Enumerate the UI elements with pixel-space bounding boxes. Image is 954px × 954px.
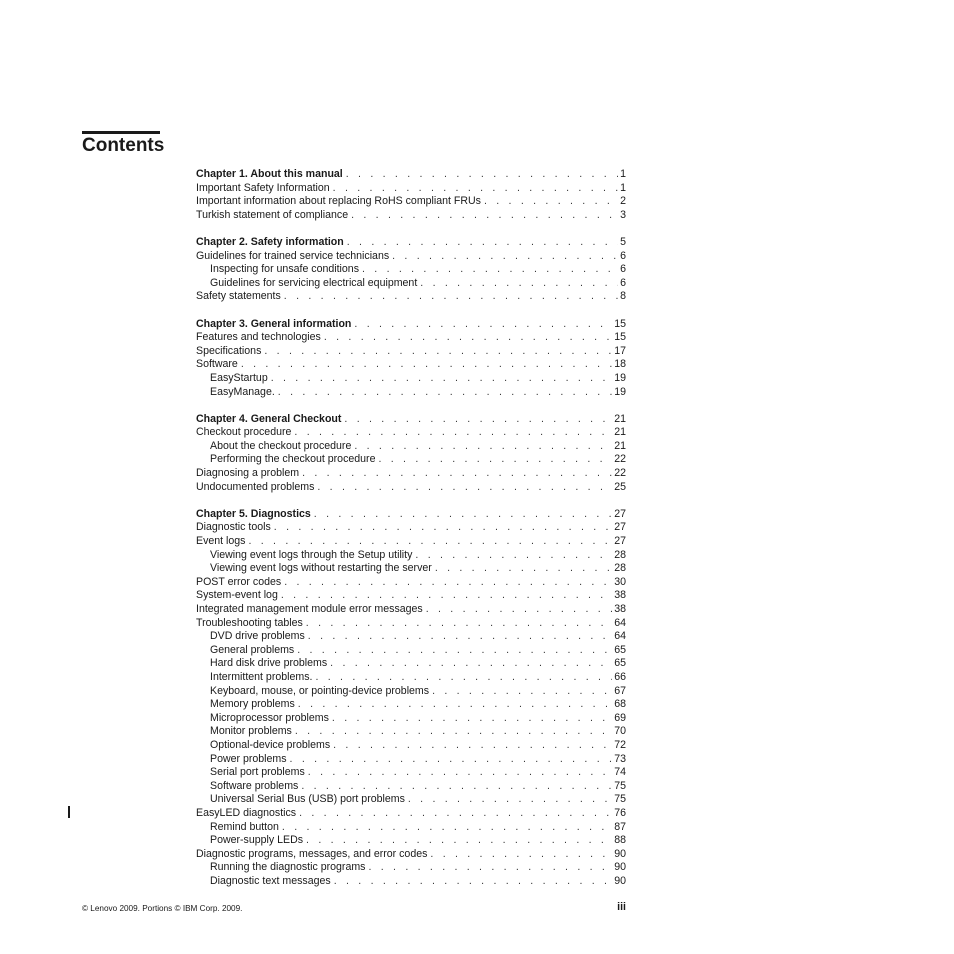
toc-entry-label: Running the diagnostic programs [210,861,366,874]
toc-entry-label: Checkout procedure [196,426,292,439]
toc-entry-label: Inspecting for unsafe conditions [210,263,359,276]
toc-entry-label: Intermittent problems. [210,670,313,683]
toc-dot-leader [302,467,612,481]
toc-entry-page: 75 [614,793,626,806]
toc-entry[interactable] [196,440,626,454]
toc-entry[interactable] [196,848,626,862]
toc-entry-label: Safety statements [196,290,281,303]
toc-entry-label: Diagnostic text messages [210,874,331,887]
toc-entry-page: 21 [614,439,626,452]
toc-dot-leader [306,617,612,631]
toc-entry-page: 75 [614,779,626,792]
toc-entry-label: Memory problems [210,698,295,711]
toc-dot-leader [333,739,612,753]
toc-entry-page: 68 [614,698,626,711]
toc-chapter-entry[interactable] [196,508,626,522]
toc-dot-leader [435,562,612,576]
toc-entry-label: Integrated management module error messages [196,603,423,615]
toc-entry[interactable] [196,725,626,739]
toc-group [196,236,626,304]
toc-entry-page: 38 [614,589,626,602]
toc-dot-leader [281,589,612,603]
toc-entry[interactable] [196,521,626,535]
toc-entry[interactable] [196,467,626,481]
toc-dot-leader [299,807,612,821]
toc-dot-leader [314,508,612,522]
toc-entry-label: Optional-device problems [210,738,331,751]
toc-entry[interactable] [196,617,626,631]
toc-entry-label: Microprocessor problems [210,711,329,724]
toc-dot-leader [271,372,612,386]
toc-entry[interactable] [196,875,626,889]
toc-dot-leader [430,848,612,862]
toc-entry[interactable] [196,671,626,685]
toc-dot-leader [290,753,613,767]
toc-dot-leader [264,345,612,359]
toc-dot-leader [301,780,612,794]
toc-chapter-entry[interactable] [196,318,626,332]
toc-group [196,168,626,222]
toc-dot-leader [351,209,618,223]
toc-entry-label: Turkish statement of compliance [196,208,349,221]
toc-entry[interactable] [196,821,626,835]
toc-entry-page: 76 [614,806,626,819]
toc-entry-page: 15 [614,317,626,330]
toc-entry-label: Chapter 2. Safety information [196,235,344,248]
toc-entry[interactable] [196,589,626,603]
toc-entry-page: 90 [614,847,626,860]
footer-page-number: iii [617,901,626,913]
toc-entry-label: Performing the checkout procedure [210,453,376,466]
toc-entry[interactable] [196,657,626,671]
toc-entry[interactable] [196,481,626,495]
toc-entry[interactable] [196,753,626,767]
toc-entry-label: Software [196,358,238,371]
toc-entry-page: 17 [614,344,626,357]
toc-entry-label: Chapter 1. About this manual [196,168,343,180]
toc-entry[interactable] [196,630,626,644]
toc-entry-page: 21 [614,426,626,439]
toc-entry-label: DVD drive problems [210,630,305,643]
toc-dot-leader [298,698,612,712]
toc-entry-label: Important information about replacing RoHS compliant FRUs [196,195,481,208]
toc-entry[interactable] [196,195,626,209]
toc-entry[interactable] [196,807,626,821]
toc-entry-page: 70 [614,725,626,738]
toc-entry-page: 88 [614,834,626,847]
toc-entry-label: Viewing event logs without restarting the server [210,562,432,575]
toc-entry-page: 21 [614,412,626,425]
toc-entry[interactable] [196,549,626,563]
toc-entry-page: 22 [614,453,626,466]
toc-entry-label: General problems [210,643,295,656]
toc-entry[interactable] [196,698,626,712]
toc-entry-page: 15 [614,331,626,344]
toc-entry-page: 27 [614,507,626,520]
toc-entry[interactable] [196,793,626,807]
toc-entry-page: 1 [620,168,626,180]
toc-entry-label: Power-supply LEDs [210,834,304,847]
toc-entry[interactable] [196,386,626,400]
toc-entry[interactable] [196,766,626,780]
footer-copyright: © Lenovo 2009. Portions © IBM Corp. 2009. [82,904,243,913]
toc-entry-page: 72 [614,738,626,751]
toc-dot-leader [362,263,618,277]
toc-entry[interactable] [196,453,626,467]
toc-entry-page: 19 [614,385,626,398]
toc-entry-page: 2 [620,195,626,208]
toc-dot-leader [294,426,612,440]
toc-entry[interactable] [196,345,626,359]
toc-entry[interactable] [196,739,626,753]
toc-entry-page: 66 [614,670,626,683]
toc-dot-leader [354,440,612,454]
toc-entry-label: About the checkout procedure [210,439,352,452]
toc-dot-leader [284,576,612,590]
toc-entry[interactable] [196,290,626,304]
toc-entry-page: 18 [614,358,626,371]
toc-entry-page: 28 [614,548,626,561]
toc-entry-label: Monitor problems [210,725,292,738]
toc-entry-page: 25 [614,480,626,493]
toc-dot-leader [241,358,612,372]
toc-entry[interactable] [196,576,626,590]
toc-entry-page: 6 [620,263,626,276]
toc-dot-leader [344,413,612,427]
toc-entry-label: Remind button [210,820,279,833]
toc-entry[interactable] [196,250,626,264]
toc-group [196,413,626,495]
toc-entry-page: 27 [614,535,626,548]
toc-dot-leader [484,195,618,209]
toc-entry-label: Undocumented problems [196,480,315,493]
toc-entry-label: System-event log [196,589,278,602]
toc-entry-page: 28 [614,562,626,575]
toc-entry-page: 22 [614,467,626,480]
toc-dot-leader [274,521,612,535]
toc-dot-leader [297,644,612,658]
toc-entry[interactable] [196,861,626,875]
toc-entry-label: Features and technologies [196,331,321,344]
toc-entry-page: 65 [614,643,626,656]
toc-entry[interactable] [196,263,626,277]
toc-entry[interactable] [196,562,626,576]
toc-entry[interactable] [196,834,626,848]
toc-chapter-entry[interactable] [196,413,626,427]
toc-dot-leader [415,549,612,563]
toc-dot-leader [408,793,612,807]
toc-entry-page: 5 [620,235,626,248]
toc-entry-label: Chapter 3. General information [196,317,352,330]
toc-entry-label: Specifications [196,344,262,357]
toc-entry-label: Hard disk drive problems [210,657,328,670]
toc-entry-label: Diagnostic tools [196,521,271,534]
toc-entry-label: Software problems [210,779,299,792]
toc-entry[interactable] [196,331,626,345]
toc-entry-label: EasyLED diagnostics [196,806,297,819]
toc-group [196,318,626,400]
toc-chapter-entry[interactable] [196,168,626,182]
toc-dot-leader [308,766,612,780]
toc-dot-leader [432,685,612,699]
toc-entry-label: Guidelines for trained service technicians [196,249,390,262]
toc-dot-leader [330,657,612,671]
toc-entry[interactable] [196,712,626,726]
toc-entry-page: 6 [620,276,626,289]
toc-entry-page: 87 [614,820,626,833]
toc-entry-label: EasyStartup [210,371,268,384]
toc-entry-label: Important Safety Information [196,181,330,194]
toc-dot-leader [392,250,618,264]
toc-dot-leader [306,834,612,848]
toc-entry-label: Keyboard, mouse, or pointing-device problems [210,684,430,697]
toc-entry[interactable] [196,358,626,372]
toc-entry[interactable] [196,685,626,699]
toc-entry[interactable] [196,644,626,658]
toc-entry-page: 3 [620,208,626,221]
toc-dot-leader [282,821,612,835]
title-rule [82,131,160,134]
toc-dot-leader [315,671,612,685]
toc-entry-label: Power problems [210,752,287,765]
toc-entry[interactable] [196,277,626,291]
toc-entry-page: 67 [614,684,626,697]
toc-entry-page: 74 [614,766,626,779]
toc-dot-leader [420,277,618,291]
toc-dot-leader [368,861,612,875]
toc-dot-leader [324,331,612,345]
toc-entry-page: 90 [614,861,626,874]
toc-dot-leader [248,535,612,549]
toc-entry-page: 27 [614,521,626,534]
toc-entry-label: Guidelines for servicing electrical equipment [210,276,418,289]
toc-entry-label: Event logs [196,535,246,548]
toc-entry-label: Chapter 4. General Checkout [196,412,342,425]
toc-entry-label: Diagnostic programs, messages, and error codes [196,847,428,860]
toc-dot-leader [308,630,612,644]
toc-entry-label: Chapter 5. Diagnostics [196,507,311,520]
toc-entry-label: Viewing event logs through the Setup utility [210,548,413,561]
toc-entry-page: 64 [614,630,626,643]
toc-dot-leader [354,318,612,332]
toc-entry-label: Universal Serial Bus (USB) port problems [210,793,405,806]
change-bar [68,806,70,818]
toc-entry[interactable] [196,780,626,794]
toc-entry-label: Troubleshooting tables [196,616,303,629]
toc-dot-leader [347,236,618,250]
toc-dot-leader [333,182,618,196]
toc-chapter-entry[interactable] [196,236,626,250]
toc-dot-leader [334,875,612,889]
toc-entry-page: 69 [614,711,626,724]
toc-entry-page: 64 [614,616,626,629]
toc-entry[interactable] [196,182,626,196]
toc-entry[interactable] [196,535,626,549]
toc-entry-label: Serial port problems [210,766,305,779]
toc-entry[interactable] [196,372,626,386]
page-title: Contents [82,135,165,156]
table-of-contents [196,168,626,902]
toc-dot-leader [278,386,612,400]
toc-entry-page: 6 [620,249,626,262]
toc-entry-page: 8 [620,290,626,303]
toc-entry-page: 73 [614,752,626,765]
toc-dot-leader [317,481,612,495]
toc-entry-page: 65 [614,657,626,670]
toc-entry[interactable] [196,426,626,440]
toc-entry-page: 19 [614,371,626,384]
toc-dot-leader [284,290,618,304]
toc-group [196,508,626,889]
toc-entry-label: EasyManage. [210,385,275,398]
toc-dot-leader [346,168,618,182]
toc-entry[interactable] [196,603,626,617]
toc-entry-page: 30 [614,575,626,588]
toc-entry[interactable] [196,209,626,223]
toc-dot-leader [378,453,612,467]
toc-entry-page: 38 [614,603,626,615]
toc-entry-label: Diagnosing a problem [196,467,300,480]
toc-entry-page: 90 [614,874,626,887]
toc-dot-leader [295,725,612,739]
toc-dot-leader [426,603,612,617]
toc-dot-leader [332,712,612,726]
toc-entry-label: POST error codes [196,575,282,588]
toc-entry-page: 1 [620,181,626,194]
